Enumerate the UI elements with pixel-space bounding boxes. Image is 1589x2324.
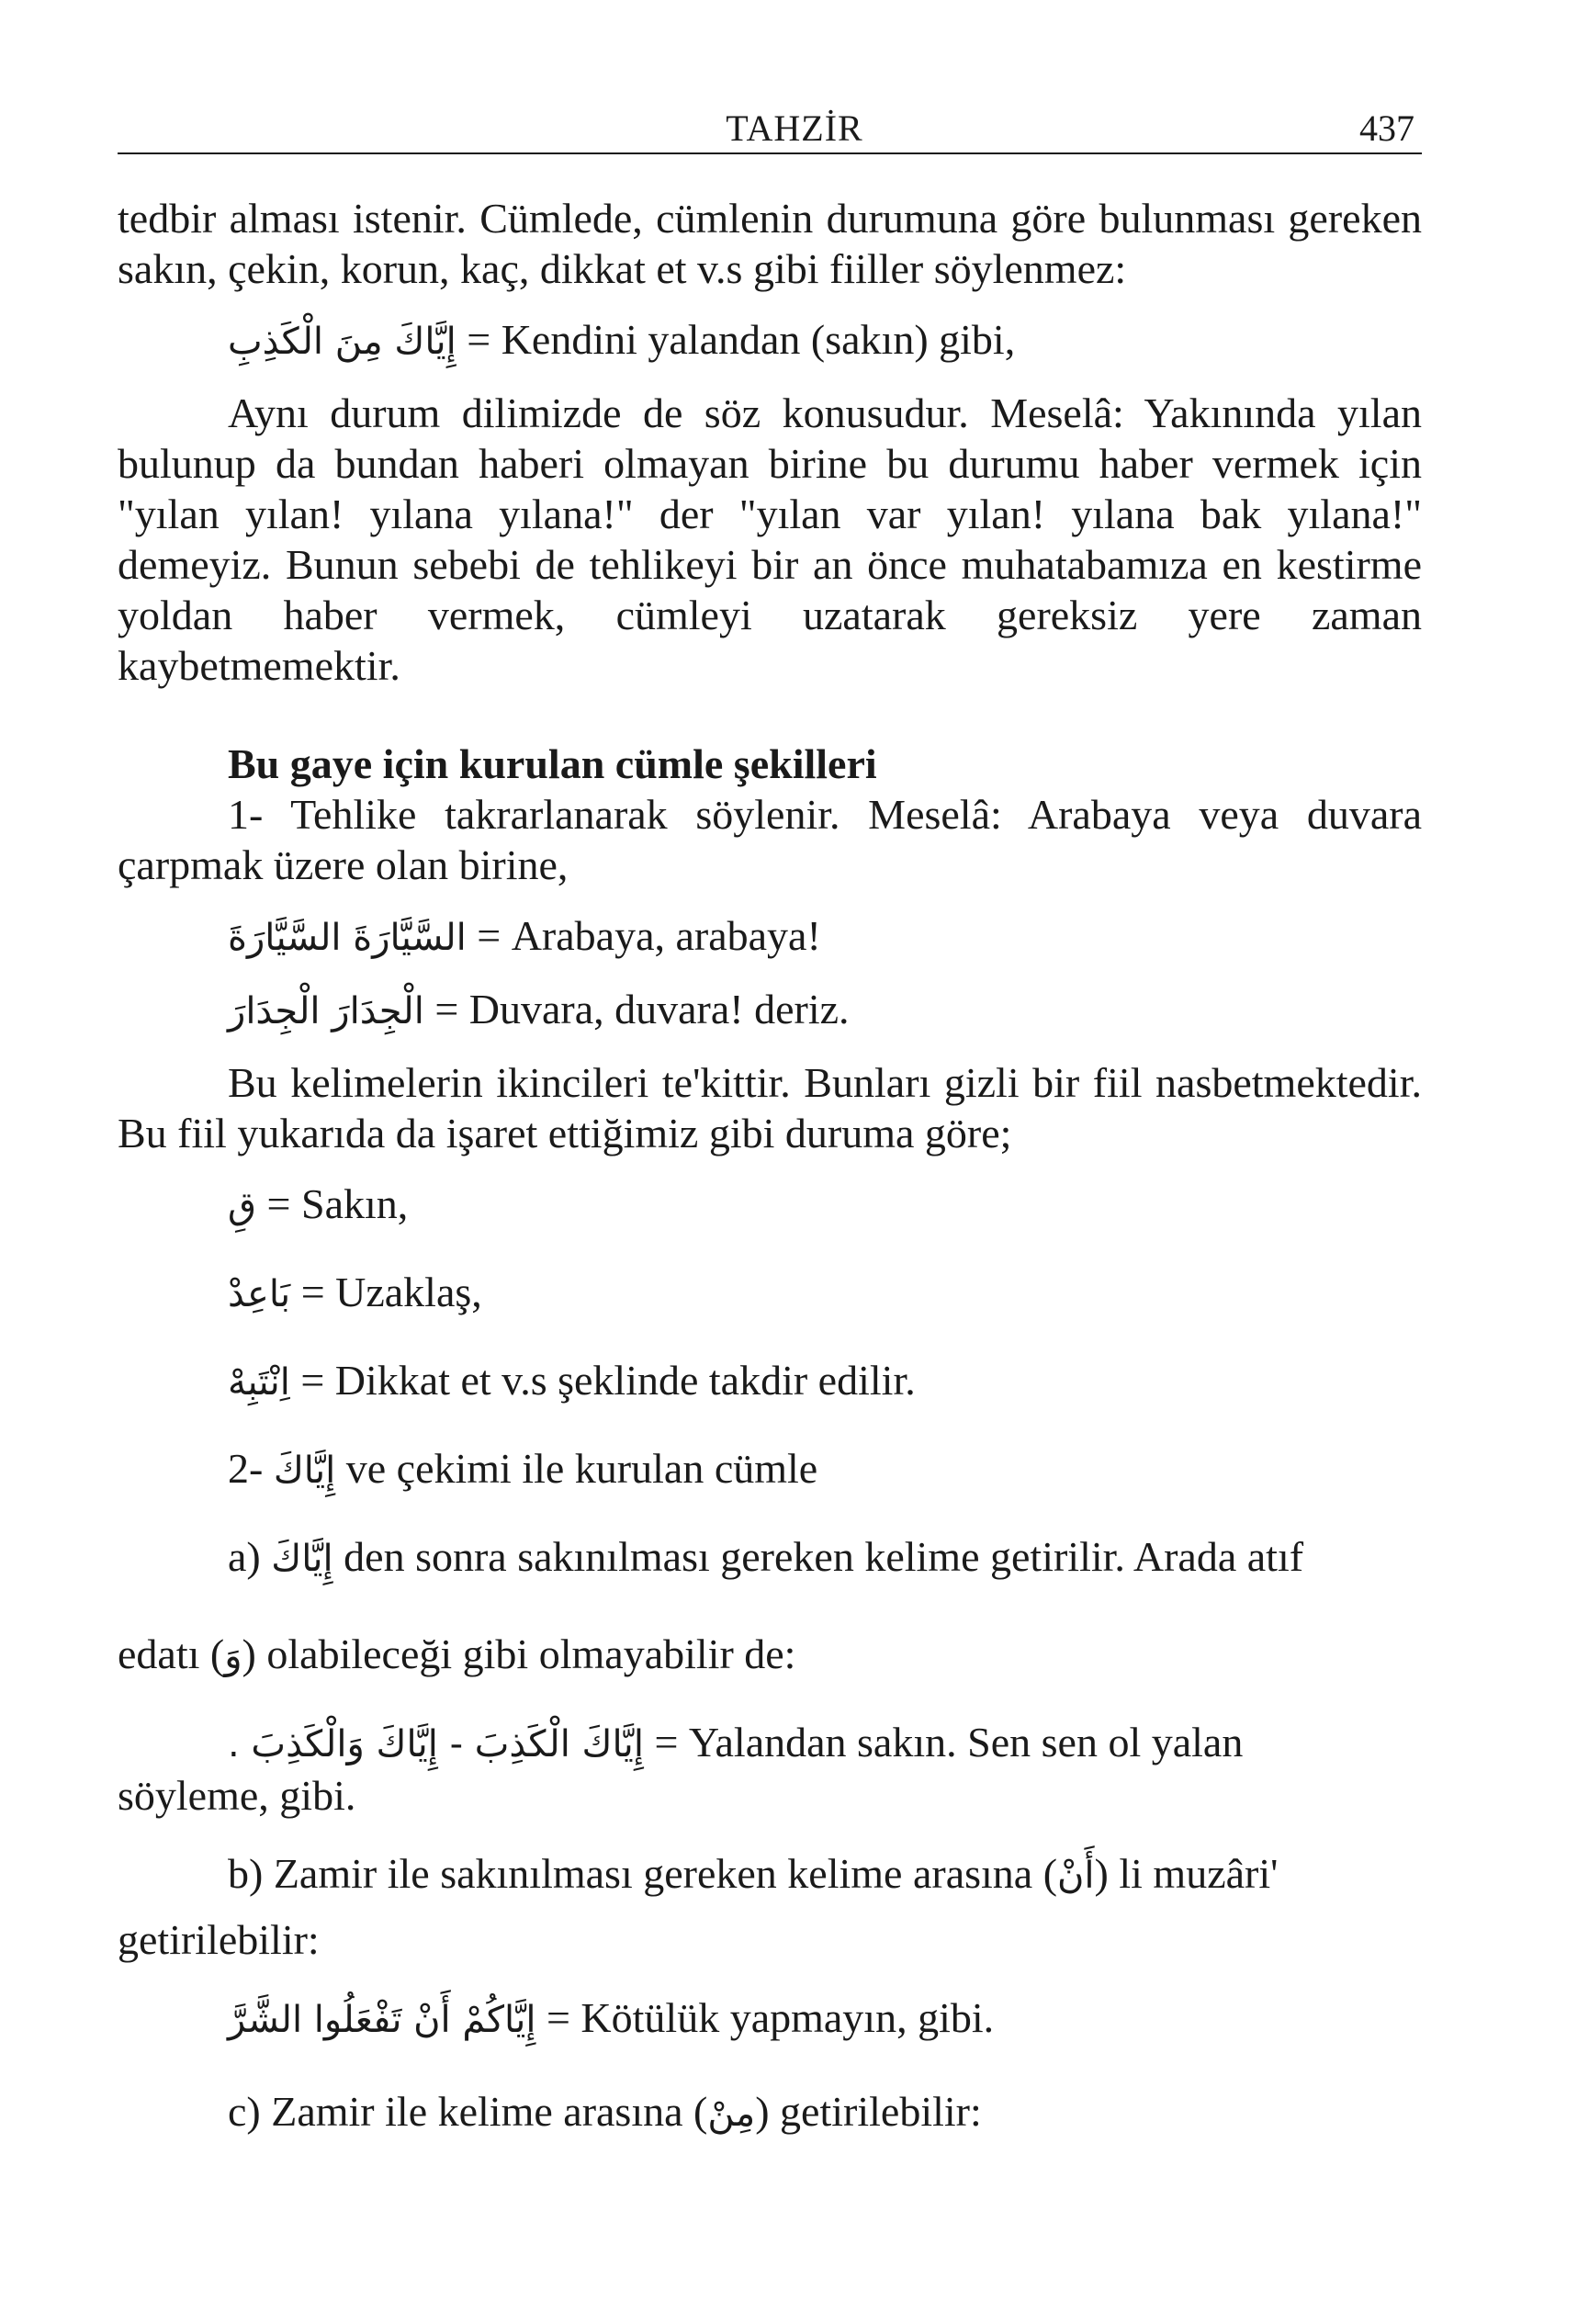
example-3 [228,984,1422,1037]
sub-item-c [228,2086,1422,2139]
paragraph-1: tedbir alması istenir. Cümlede, cümlenin durumuna göre bulunması gereken sakın, çekin, korun, kaç, dikkat et v.s gibi fiiller söylenmez: [118,195,1422,292]
item-2-text: ve çekimi ile kurulan cümle [345,1445,818,1492]
arabic-example-6: اِنْتَبِهْ [228,1361,290,1404]
sub-item-a-arabic: إِيَّاكَ [271,1538,333,1580]
arabic-an: أَنْ [1057,1855,1095,1897]
sub-item-a-continuation [118,1629,1422,1682]
running-header-title: TAHZİR [726,107,863,149]
translation-5: = Uzaklaş, [300,1269,482,1315]
example-1 [228,314,1422,367]
list-item-2 [228,1443,1422,1496]
translation-3: = Duvara, duvara! deriz. [434,986,850,1032]
paragraph-4: Bu kelimelerin ikincileri te'kittir. Bunları gizli bir fiil nasbetmektedir. Bu fiil yukarıda da işaret ettiğimiz gibi duruma göre; [118,1059,1422,1156]
translation-7: = Yalandan sakın. Sen sen ol yalan [654,1719,1244,1766]
example-6 [228,1355,1422,1408]
arabic-example-3: الْجِدَارَ الْجِدَارَ [228,990,424,1032]
section-heading: Bu gaye için kurulan cümle şekilleri [228,740,877,787]
arabic-example-2: السَّيَّارَةَ السَّيَّارَةَ [228,917,467,959]
header-rule [118,152,1422,154]
sub-item-a-text: den sonra sakınılması gereken kelime getirilir. Arada atıf [344,1533,1304,1580]
paragraph-2: Aynı durum dilimizde de söz konusudur. Meselâ: Yakınında yılan bulunup da bundan haberi olmayan birine bu durumu haber vermek için "yılan yılan! yılana yılana!" der "yılan var yılan! yılana bak yılana!" demeyiz. Bunun sebebi de tehlikeyi bir an önce muhatabamıza en kestirme yoldan haber vermek, cümleyi uzatarak gereksiz yere zaman kaybetmemektir. [118,389,1422,689]
translation-8: = Kötülük yapmayın, gibi. [546,1994,995,2041]
item-2-arabic: إِيَّاكَ [273,1450,336,1492]
example-8 [228,1992,1422,2046]
text-fragment: ) li muzâri' [1094,1850,1279,1897]
arabic-example-7: إِيَّاكَ الْكَذِبَ - إِيَّاكَ وَالْكَذِبَ . [228,1723,644,1766]
arabic-example-8: إِيَّاكُمْ أَنْ تَفْعَلُوا الشَّرَّ [228,1999,536,2041]
arabic-example-1: إِيَّاكَ مِنَ الْكَذِبِ [228,321,456,363]
text-fragment: edatı ( [118,1630,225,1677]
paragraph-3: 1- Tehlike takrarlanarak söylenir. Meselâ: Arabaya veya duvara çarpmak üzere olan birine, [118,791,1422,888]
arabic-example-4: قِ [228,1185,257,1227]
example-7-continuation: söyleme, gibi. [118,1772,356,1819]
arabic-conjunction: وَ [224,1635,242,1677]
translation-1: = Kendini yalandan (sakın) gibi, [467,316,1016,363]
text-fragment: ) olabileceği gibi olmayabilir de: [242,1630,796,1677]
arabic-example-5: بَاعِدْ [228,1273,291,1315]
example-7 [228,1717,1422,1770]
page-number: 437 [1359,107,1414,149]
sub-item-a-label: a) [228,1533,261,1580]
sub-item-b-continuation: getirilebilir: [118,1916,320,1963]
translation-2: = Arabaya, arabaya! [477,912,821,959]
item-2-number: 2- [228,1445,264,1492]
arabic-min: مِنْ [707,2093,756,2135]
example-4 [228,1179,1422,1232]
translation-4: = Sakın, [266,1180,409,1227]
example-2 [228,910,1422,964]
page-body [118,193,1422,2139]
example-5 [228,1267,1422,1320]
translation-6: = Dikkat et v.s şeklinde takdir edilir. [300,1357,916,1404]
sub-item-a [228,1531,1422,1585]
text-fragment: b) Zamir ile sakınılması gereken kelime arasına ( [228,1850,1058,1897]
text-fragment: c) Zamir ile kelime arasına ( [228,2088,708,2135]
sub-item-b [228,1848,1422,1901]
text-fragment: ) getirilebilir: [755,2088,982,2135]
